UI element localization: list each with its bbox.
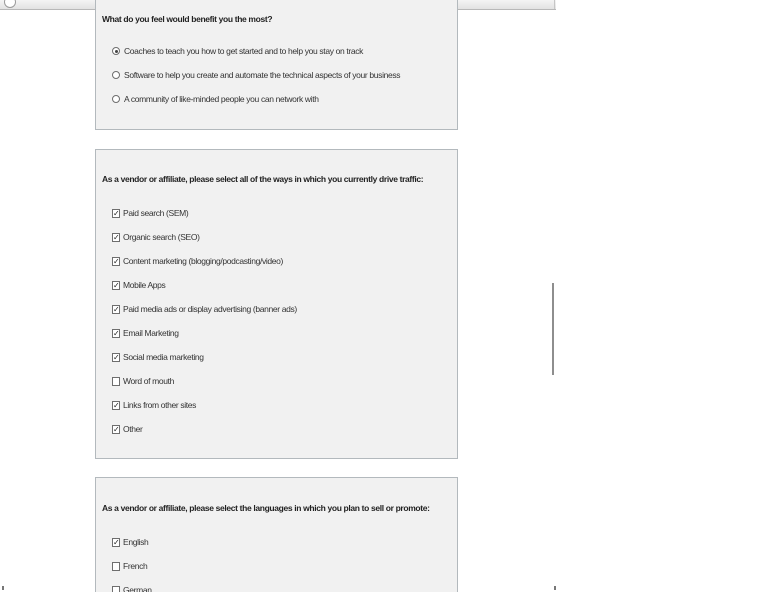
option-label: Paid search (SEM) [123,208,189,218]
checkbox[interactable]: ✓ [113,400,120,410]
option-label: French [123,561,148,571]
option-label: A community of like-minded people you can network with [124,94,319,104]
checkbox-option[interactable] [112,560,147,572]
checkbox[interactable]: ✓ [113,304,120,314]
checkbox-option[interactable] [112,327,179,339]
checkbox-option[interactable] [112,303,297,315]
radio-option-coaches[interactable] [112,45,363,57]
radio-button[interactable] [112,47,120,55]
option-label: Organic search (SEO) [123,232,200,242]
option-label: Email Marketing [123,328,179,338]
checkbox[interactable]: ✓ [113,352,120,362]
corner-mark [554,586,556,590]
question-panel-traffic [95,149,458,459]
scrollbar-thumb[interactable] [552,283,554,375]
checkbox-option[interactable] [112,279,165,291]
checkbox[interactable]: ✓ [113,256,120,266]
option-label: Social media marketing [123,352,204,362]
option-label: Other [123,424,143,434]
question-panel-languages [95,477,458,592]
question-title: What do you feel would benefit you the most? [102,14,273,24]
checkbox-option[interactable] [112,231,200,243]
checkbox-option[interactable] [112,351,204,363]
checkbox-option[interactable] [112,207,188,219]
option-label: English [123,537,149,547]
option-label: German [123,585,152,592]
question-title: As a vendor or affiliate, please select the languages in which you plan to sell or promote: [102,503,430,513]
option-label: Paid media ads or display advertising (banner ads) [123,304,297,314]
checkbox[interactable]: ✓ [113,280,120,290]
radio-option-software[interactable] [112,69,400,81]
question-panel-benefit [95,0,458,130]
checkbox[interactable] [112,562,120,571]
checkbox-option[interactable] [112,255,283,267]
option-label: Software to help you create and automate the technical aspects of your business [124,70,401,80]
option-label: Links from other sites [123,400,197,410]
checkbox[interactable]: ✓ [113,537,120,547]
option-label: Coaches to teach you how to get started and to help you stay on track [124,46,364,56]
checkbox-option[interactable] [112,423,143,435]
corner-mark [2,586,4,590]
radio-button[interactable] [112,95,120,103]
radio-option-community[interactable] [112,93,319,105]
checkbox[interactable]: ✓ [113,208,120,218]
option-label: Mobile Apps [123,280,166,290]
option-label: Word of mouth [123,376,175,386]
checkbox-option[interactable] [112,536,148,548]
checkbox[interactable]: ✓ [113,232,120,242]
checkbox[interactable] [112,586,120,593]
option-label: Content marketing (blogging/podcasting/video) [123,256,284,266]
checkbox[interactable]: ✓ [113,328,120,338]
checkbox[interactable]: ✓ [113,424,120,434]
checkbox-option[interactable] [112,375,174,387]
checkbox-option[interactable] [112,399,196,411]
question-title: As a vendor or affiliate, please select all of the ways in which you currently drive traffic: [102,174,424,184]
checkbox[interactable] [112,377,120,386]
radio-button[interactable] [112,71,120,79]
checkbox-option[interactable] [112,584,152,592]
